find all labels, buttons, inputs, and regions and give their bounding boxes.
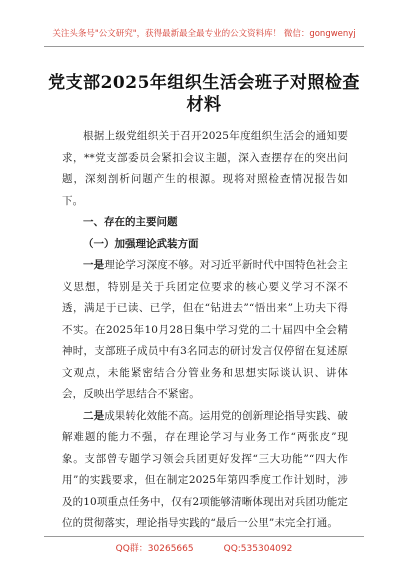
document-body <box>62 126 348 535</box>
document-title: 党支部2025年组织生活会班子对照检查材料 <box>48 73 360 115</box>
header-divider <box>44 46 364 47</box>
section-heading: 一、存在的主要问题 <box>83 216 178 228</box>
intro-paragraph: 根据上级党组织关于召开2025年度组织生活会的通知要求，**党支部委员会紧扣会议主题，深入查摆存在的突出问题，深刻剖析问题产生的根源。现将对照检查情况报告如下。 <box>62 130 348 207</box>
footer-qq: QQ:535304092 <box>223 544 293 554</box>
paragraph-2-lead: 二是 <box>83 409 105 422</box>
paragraph-2-text: 成果转化效能不高。运用党的创新理论指导实践、破解难题的能力不强，存在理论学习与业务工作“两张皮”现象。支部曾专题学习领会兵团更好发挥“三大功能”“四大作用”的实践要求，但在制定2025年第四季度工作计划时，涉及的10项重点任务中，仅有2项能够清晰体现出对兵团功能定位的贯彻落实，理论指导实践的“最后一公里”未完全打通。 <box>62 409 349 529</box>
body-paragraph-2 <box>62 406 348 535</box>
paragraph-1-text: 理论学习深度不够。对习近平新时代中国特色社会主义思想，特别是关于兵团定位要求的核心要义学习不深不透，满足于已读、已学，但在“钻进去”“悟出来”上功夫下得不实。在2025年10月28日集中学习党的二十届四中全会精神时，支部班子成员中有3名同志的研讨发言仅停留在复述原文观点，未能紧密结合分管业务和思想实际谈认识、讲体会，反映出学思结合不紧密。 <box>62 259 349 400</box>
paragraph-1-lead: 一是 <box>83 259 105 271</box>
subsection-heading: （一）加强理论武装方面 <box>83 237 199 250</box>
header-notice: 关注头条号"公文研究"，获得最新最全最专业的公文资料库！ 微信：gongwenyj <box>52 29 356 39</box>
footer-contacts <box>44 541 364 554</box>
footer-divider <box>44 536 364 537</box>
footer-qq-group: QQ群：30265665 <box>115 544 194 554</box>
body-paragraph-1 <box>62 255 348 406</box>
